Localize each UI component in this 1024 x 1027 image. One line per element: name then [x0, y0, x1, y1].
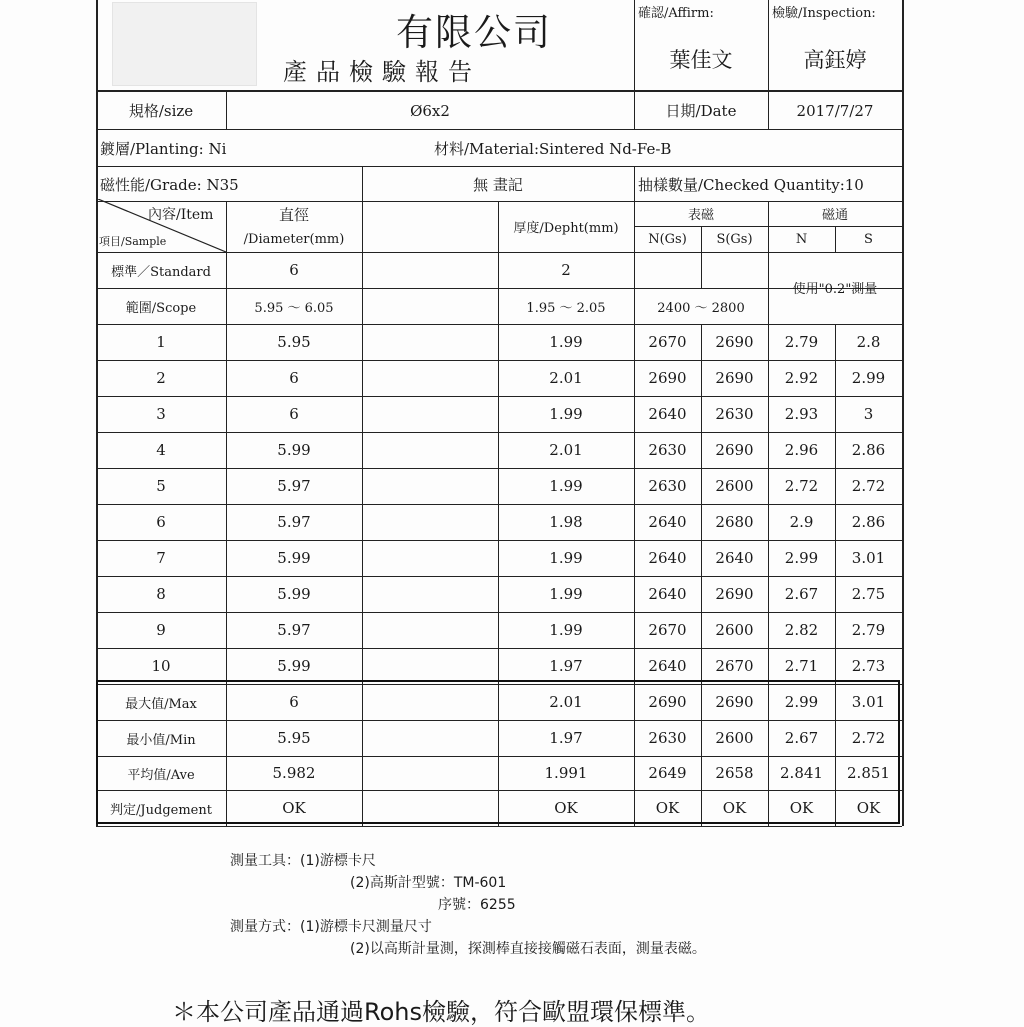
- summary-row-depth: OK: [554, 799, 578, 817]
- table-row-sgs: 2680: [715, 513, 754, 531]
- table-row-id: 4: [156, 441, 166, 459]
- flux-measure-note: 使用"0.2"測量: [792, 282, 878, 297]
- affirm-signature: 葉佳文: [669, 48, 733, 72]
- table-row-s: 2.8: [856, 333, 881, 351]
- table-row-n: 2.67: [784, 585, 819, 603]
- table-row-depth: 1.99: [549, 405, 583, 423]
- diameter-header-top: 直徑: [278, 205, 309, 224]
- table-row-n: 2.92: [784, 369, 819, 387]
- summary-row-id: 最小值/Min: [126, 732, 196, 748]
- table-row-ngs: 2640: [648, 657, 687, 675]
- table-row-id: 8: [156, 585, 166, 603]
- summary-row-depth: 2.01: [549, 693, 583, 711]
- summary-row-diameter: 5.982: [272, 764, 316, 782]
- standard-depth: 2: [561, 261, 571, 279]
- summary-row-id: 平均值/Ave: [127, 767, 195, 783]
- date-value: 2017/7/27: [796, 101, 874, 120]
- company-name: 有限公司: [396, 11, 552, 54]
- table-rule: [96, 129, 902, 130]
- table-row-s: 2.86: [851, 441, 886, 459]
- table-row-sgs: 2600: [715, 621, 754, 639]
- summary-row-id: 判定/Judgement: [110, 802, 212, 818]
- table-row-n: 2.93: [784, 405, 819, 423]
- table-row-n: 2.72: [784, 477, 819, 495]
- summary-row-n: 2.841: [780, 764, 823, 782]
- item-header: 內容/Item: [148, 207, 214, 223]
- table-row-sgs: 2640: [715, 549, 754, 567]
- summary-row-sgs: OK: [722, 799, 747, 817]
- summary-row-n: 2.99: [784, 693, 819, 711]
- table-row-ngs: 2640: [648, 585, 687, 603]
- table-row-diameter: 6: [289, 369, 299, 387]
- table-row-id: 3: [156, 405, 166, 423]
- table-row-s: 2.72: [851, 477, 886, 495]
- table-row-sgs: 2670: [715, 657, 754, 675]
- summary-row-s: 2.72: [851, 729, 886, 747]
- table-row-diameter: 5.95: [277, 333, 311, 351]
- inspection-signature: 高鈺婷: [803, 48, 867, 72]
- table-row-diameter: 5.99: [277, 585, 311, 603]
- summary-row-sgs: 2600: [715, 729, 754, 747]
- table-row-s: 3.01: [851, 549, 886, 567]
- material-info: 材料/Material:Sintered Nd-Fe-B: [434, 140, 672, 158]
- summary-row-s: OK: [856, 799, 881, 817]
- table-row-diameter: 5.97: [277, 477, 311, 495]
- note-method-gauss: (2)以高斯計量測，探測棒直接接觸磁石表面，測量表磁。: [350, 941, 706, 957]
- note-serial: 序號：6255: [438, 897, 516, 913]
- summary-row-ngs: 2690: [648, 693, 687, 711]
- table-row-diameter: 5.99: [277, 657, 311, 675]
- scope-diameter: 5.95 ～ 6.05: [254, 300, 334, 316]
- table-row-diameter: 5.97: [277, 621, 311, 639]
- table-row-ngs: 2670: [648, 621, 687, 639]
- table-row-depth: 1.99: [549, 549, 583, 567]
- summary-row-depth: 1.991: [544, 764, 588, 782]
- scope-label: 範圍/Scope: [125, 300, 197, 316]
- standard-label: 標準／Standard: [111, 264, 211, 280]
- table-row-sgs: 2690: [715, 333, 754, 351]
- summary-row-sgs: 2658: [715, 764, 754, 782]
- rohs-footer: ＊本公司產品通過Rohs檢驗，符合歐盟環保標準。: [172, 998, 710, 1026]
- scope-depth: 1.95 ～ 2.05: [526, 300, 606, 316]
- table-rule: [96, 826, 902, 827]
- summary-row-diameter: OK: [282, 799, 306, 817]
- table-row-ngs: 2640: [648, 405, 687, 423]
- summary-row-sgs: 2690: [715, 693, 754, 711]
- standard-diameter: 6: [289, 261, 299, 279]
- summary-row-depth: 1.97: [549, 729, 583, 747]
- summary-row-n: 2.67: [784, 729, 819, 747]
- table-row-n: 2.99: [784, 549, 819, 567]
- summary-row-s: 3.01: [851, 693, 886, 711]
- table-row-n: 2.82: [784, 621, 819, 639]
- flux-header: 磁通: [821, 208, 848, 223]
- inspection-label: 檢驗/Inspection:: [772, 6, 876, 21]
- s-header: S: [864, 231, 873, 247]
- table-row-n: 2.96: [784, 441, 819, 459]
- table-row-n: 2.9: [789, 513, 814, 531]
- table-row-depth: 2.01: [549, 369, 583, 387]
- table-row-depth: 1.99: [549, 477, 583, 495]
- table-row-ngs: 2670: [648, 333, 687, 351]
- table-row-ngs: 2630: [648, 441, 687, 459]
- surface-magnetism-header: 表磁: [687, 208, 714, 223]
- table-row-diameter: 5.99: [277, 549, 311, 567]
- table-row-s: 2.79: [851, 621, 886, 639]
- table-row-ngs: 2630: [648, 477, 687, 495]
- plating-info: 鍍層/Planting: Ni: [100, 140, 227, 158]
- table-row-s: 2.73: [851, 657, 886, 675]
- table-row-sgs: 2630: [715, 405, 754, 423]
- date-label: 日期/Date: [665, 102, 737, 120]
- n-header: N: [795, 231, 808, 247]
- table-row-s: 2.99: [851, 369, 886, 387]
- redacted-company-name: [112, 2, 257, 86]
- table-row-id: 1: [156, 333, 166, 351]
- table-rule: [902, 0, 904, 826]
- table-row-sgs: 2690: [715, 369, 754, 387]
- marking-info: 無 畫記: [473, 175, 523, 194]
- sgs-header: S(Gs): [716, 231, 753, 247]
- table-row-n: 2.79: [784, 333, 819, 351]
- table-row-depth: 1.99: [549, 621, 583, 639]
- grade-info: 磁性能/Grade: N35: [100, 175, 239, 194]
- table-row-s: 2.86: [851, 513, 886, 531]
- affirm-label: 確認/Affirm:: [638, 6, 714, 21]
- summary-row-diameter: 5.95: [277, 729, 311, 747]
- report-title: 產品檢驗報告: [283, 58, 481, 86]
- summary-row-ngs: 2649: [648, 764, 687, 782]
- depth-header: 厚度/Depht(mm): [513, 221, 619, 236]
- table-row-sgs: 2600: [715, 477, 754, 495]
- table-row-s: 3: [863, 405, 874, 423]
- table-row-depth: 1.98: [549, 513, 583, 531]
- table-row-depth: 1.99: [549, 585, 583, 603]
- table-row-id: 5: [156, 477, 166, 495]
- table-row-ngs: 2640: [648, 513, 687, 531]
- summary-row-n: OK: [789, 799, 814, 817]
- summary-row-id: 最大值/Max: [125, 696, 197, 712]
- table-row-ngs: 2640: [648, 549, 687, 567]
- size-value: Ø6x2: [410, 101, 450, 120]
- table-row-depth: 2.01: [549, 441, 583, 459]
- table-row-diameter: 5.99: [277, 441, 311, 459]
- quantity-info: 抽樣數量/Checked Quantity:10: [638, 175, 864, 194]
- summary-row-ngs: 2630: [648, 729, 687, 747]
- table-row-diameter: 5.97: [277, 513, 311, 531]
- table-row-sgs: 2690: [715, 441, 754, 459]
- summary-row-ngs: OK: [655, 799, 680, 817]
- summary-row-s: 2.851: [847, 764, 890, 782]
- note-method: 測量方式：(1)游標卡尺測量尺寸: [230, 919, 432, 935]
- table-row-id: 9: [156, 621, 166, 639]
- table-row-ngs: 2690: [648, 369, 687, 387]
- diameter-header-bottom: /Diameter(mm): [243, 231, 345, 247]
- note-gauss-model: (2)高斯計型號：TM-601: [350, 875, 507, 891]
- sample-header: 項目/Sample: [99, 235, 167, 248]
- table-row-n: 2.71: [784, 657, 819, 675]
- note-tools: 測量工具：(1)游標卡尺: [230, 853, 376, 869]
- table-row-depth: 1.97: [549, 657, 583, 675]
- table-row-id: 7: [156, 549, 166, 567]
- size-label: 規格/size: [128, 102, 194, 120]
- table-row-sgs: 2690: [715, 585, 754, 603]
- summary-row-diameter: 6: [289, 693, 299, 711]
- table-row-id: 10: [151, 657, 171, 675]
- table-row-diameter: 6: [289, 405, 299, 423]
- scope-surface: 2400 ～ 2800: [657, 300, 745, 316]
- table-rule: [362, 201, 363, 826]
- table-row-s: 2.75: [851, 585, 886, 603]
- table-row-depth: 1.99: [549, 333, 583, 351]
- table-row-id: 2: [156, 369, 166, 387]
- measurement-notes: [230, 850, 706, 960]
- ngs-header: N(Gs): [648, 231, 687, 247]
- table-row-id: 6: [156, 513, 166, 531]
